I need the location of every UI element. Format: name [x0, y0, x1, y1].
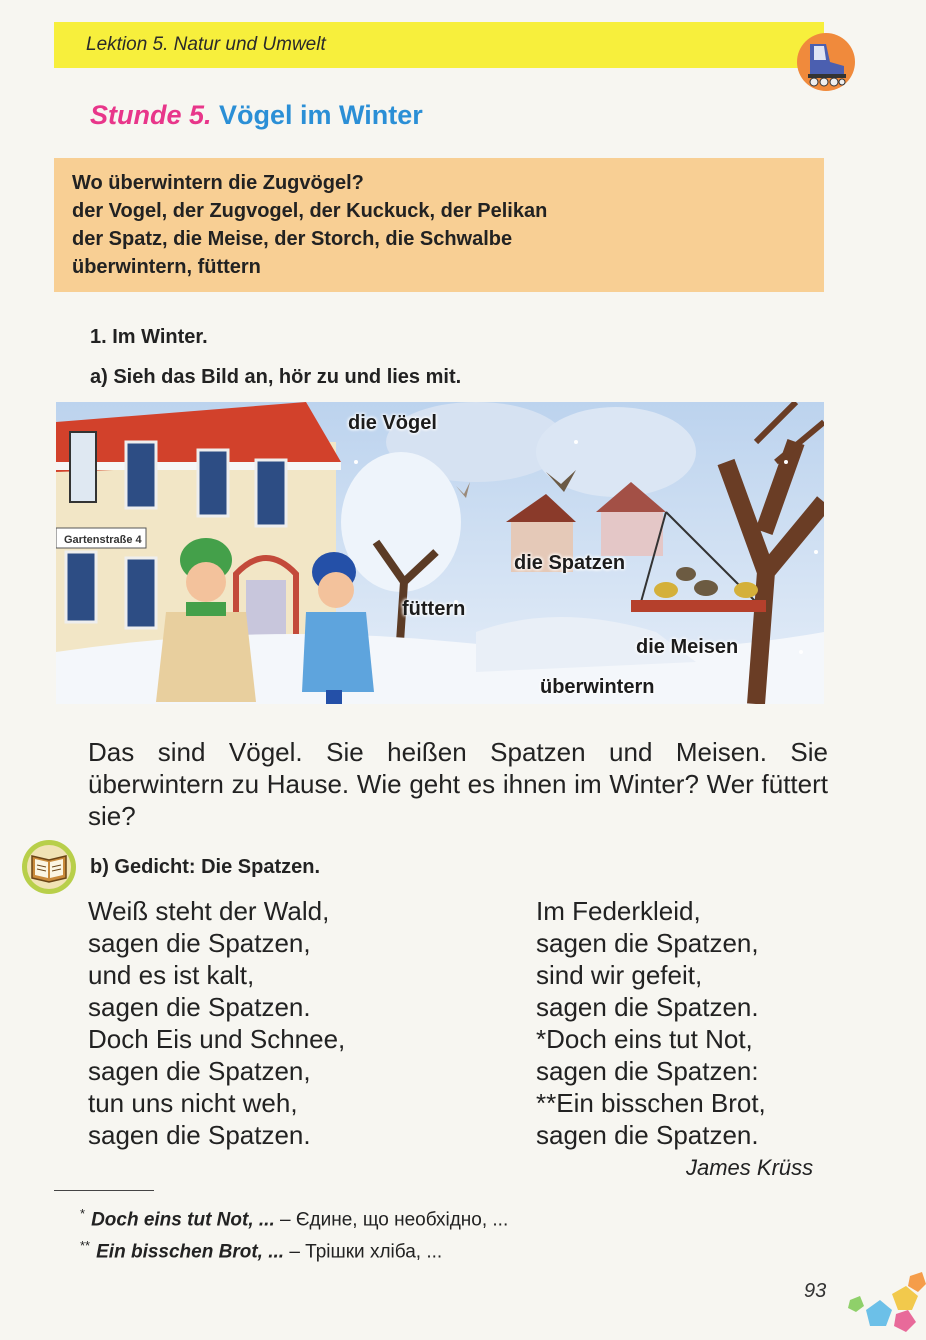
poem-line: sagen die Spatzen. [88, 992, 311, 1022]
lesson-name: Vögel im Winter [219, 100, 423, 130]
book-icon [20, 838, 78, 896]
lesson-header-bar [54, 22, 824, 68]
street-sign: Gartenstraße 4 [64, 534, 142, 546]
vocab-line: der Vogel, der Zugvogel, der Kuckuck, der Pelikan [72, 200, 548, 222]
exercise-part-a: a) Sieh das Bild an, hör zu und lies mit. [90, 366, 462, 388]
lesson-number: Stunde 5. [90, 100, 212, 130]
exercise-heading: 1. Im Winter. [90, 326, 208, 348]
page-number: 93 [804, 1280, 827, 1302]
poem-line: sagen die Spatzen: [536, 1056, 759, 1086]
footnote-mark: * [80, 1206, 86, 1221]
footnote [80, 1206, 508, 1231]
corner-decoration [846, 1270, 926, 1334]
footnote-phrase: Doch eins tut Not, ... [91, 1209, 275, 1231]
winter-illustration [56, 402, 824, 704]
poem-line: sagen die Spatzen, [88, 928, 311, 958]
footnote [80, 1238, 442, 1263]
label-spatzen: die Spatzen [514, 552, 626, 574]
poem-line: Doch Eis und Schnee, [88, 1024, 346, 1054]
poem-line: *Doch eins tut Not, [536, 1024, 753, 1054]
poem-line: sagen die Spatzen. [88, 1120, 311, 1150]
lesson-header-text: Lektion 5. Natur und Umwelt [86, 34, 326, 55]
poem-line: sagen die Spatzen, [88, 1056, 311, 1086]
footnote-phrase: Ein bisschen Brot, ... [96, 1241, 285, 1263]
intro-paragraph: Das sind Vögel. Sie heißen Spatzen und Meisen. Sie überwintern zu Hause. Wie geht es ihnen im Winter? Wer füttert sie? [88, 737, 828, 831]
poem-line: und es ist kalt, [88, 960, 255, 990]
poem-line: sagen die Spatzen. [536, 1120, 759, 1150]
poem-left-column [88, 895, 345, 1151]
footnote-translation: – Трішки хліба, ... [284, 1241, 443, 1263]
poem-line: tun uns nicht weh, [88, 1088, 298, 1118]
label-fuettern: füttern [402, 598, 466, 620]
label-voegel: die Vögel [348, 412, 437, 434]
poem-line: Im Federkleid, [536, 896, 701, 926]
poem-author: James Krüss [686, 1155, 814, 1180]
poem-line: sind wir gefeit, [536, 960, 703, 990]
poem-line: **Ein bisschen Brot, [536, 1088, 766, 1118]
footnote-translation: – Єдине, що необхідно, ... [274, 1209, 509, 1231]
label-ueberwintern: überwintern [540, 676, 655, 698]
label-meisen: die Meisen [636, 636, 739, 658]
exercise-part-b: b) Gedicht: Die Spatzen. [90, 856, 321, 878]
vocab-line: überwintern, füttern [72, 256, 261, 278]
poem-line: sagen die Spatzen, [536, 928, 759, 958]
lesson-title [90, 100, 423, 131]
footnote-mark: ** [80, 1238, 91, 1253]
poem-right-column [536, 895, 766, 1151]
poem-line: sagen die Spatzen. [536, 992, 759, 1022]
footnote-divider [54, 1190, 154, 1191]
rollerblade-icon [796, 32, 856, 92]
poem-line: Weiß steht der Wald, [88, 896, 330, 926]
vocabulary-box [54, 158, 824, 292]
vocab-question: Wo überwintern die Zugvögel? [72, 172, 364, 194]
vocab-line: der Spatz, die Meise, der Storch, die Schwalbe [72, 228, 513, 250]
